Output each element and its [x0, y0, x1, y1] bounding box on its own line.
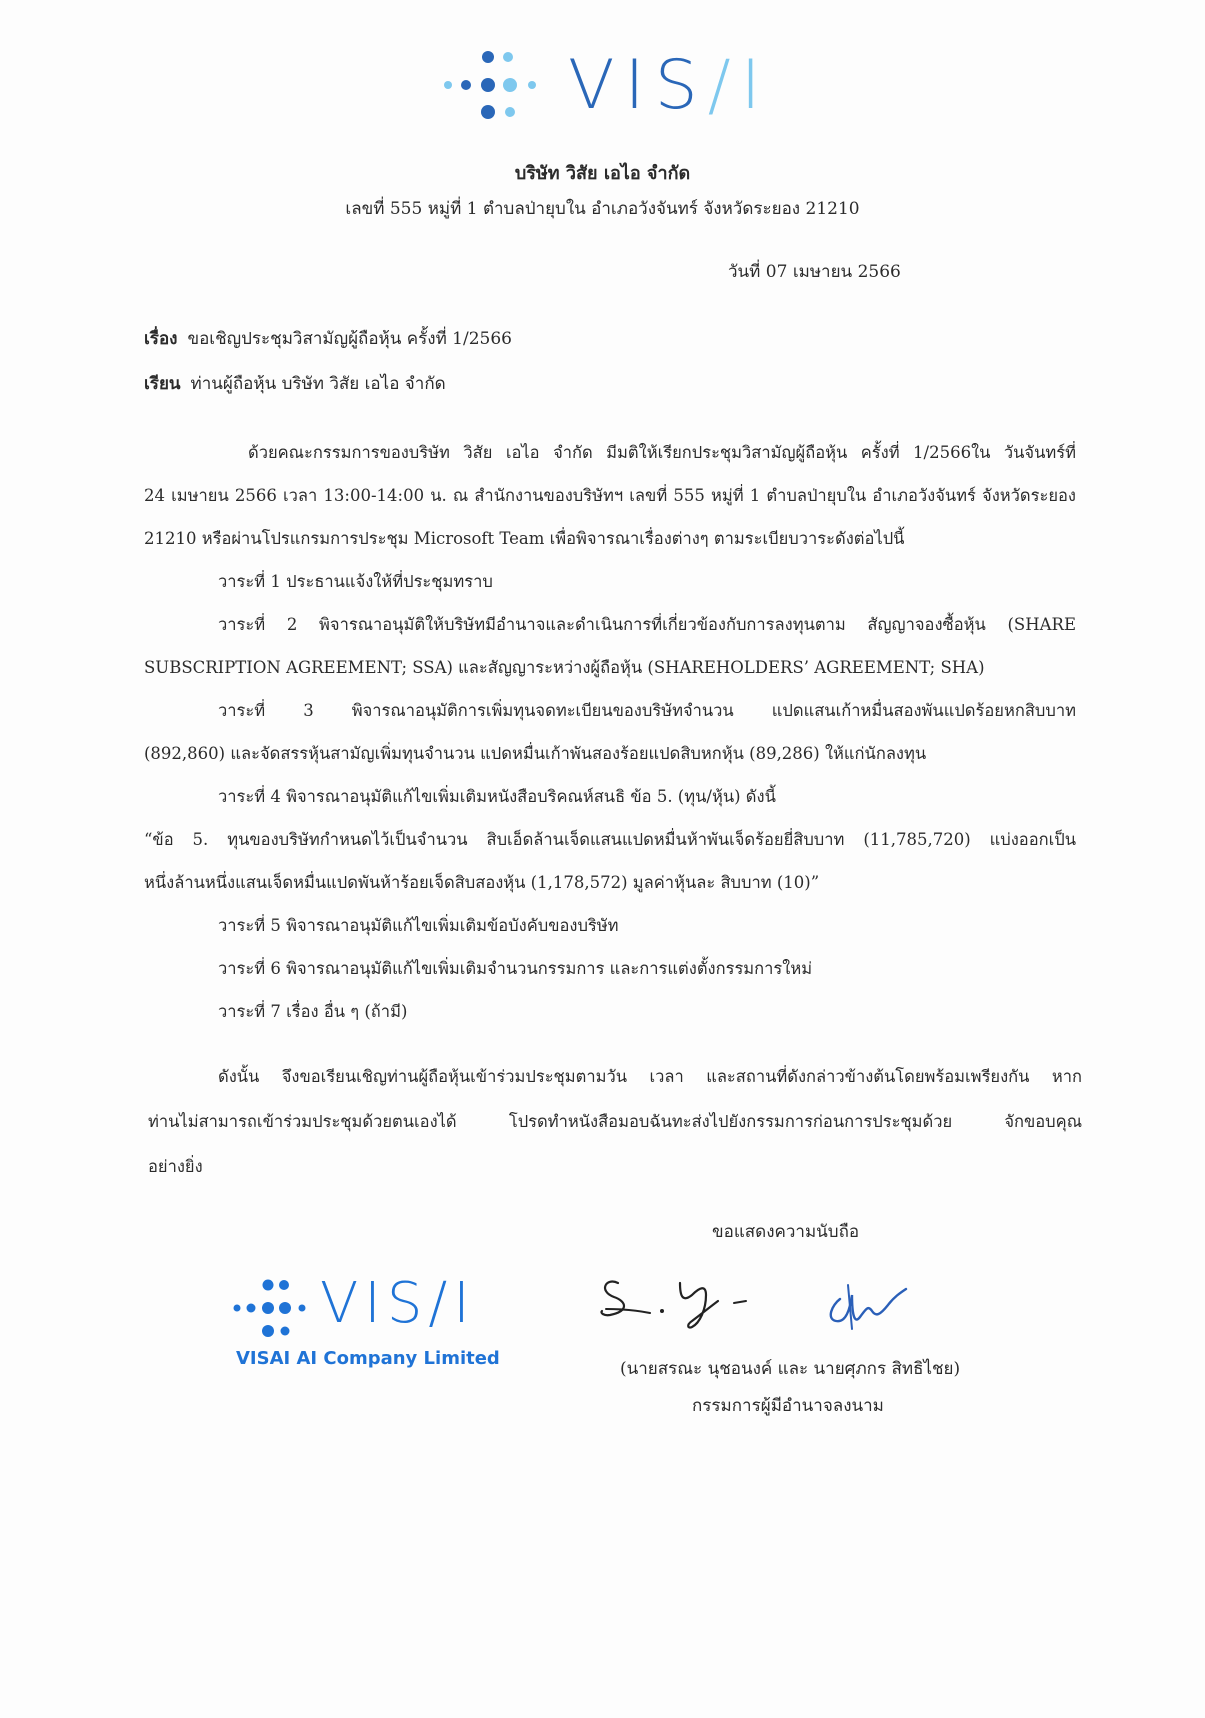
- agenda-item-2-line-2: SUBSCRIPTION AGREEMENT; SSA) และสัญญาระหว่างผู้ถือหุ้น (SHAREHOLDERS’ AGREEMENT; SHA): [144, 658, 985, 677]
- subject-text: ขอเชิญประชุมวิสามัญผู้ถือหุ้น ครั้งที่ 1/2566: [187, 329, 512, 349]
- agenda-item-3-line-2: (892,860) และจัดสรรหุ้นสามัญเพิ่มทุนจำนวน แปดหมื่นเก้าพันสองร้อยแปดสิบหกหุ้น (89,286) ให้แก่นักลงทุน: [144, 744, 927, 763]
- company-logo: [440, 48, 800, 123]
- stamp-wordmark: VIS/I: [320, 1271, 476, 1336]
- agenda-item-1: วาระที่ 1 ประธานแจ้งให้ที่ประชุมทราบ: [218, 572, 493, 591]
- closing-line-1: ดังนั้น จึงขอเรียนเชิญท่านผู้ถือหุ้นเข้าร่วมประชุมตามวัน เวลา และสถานที่ดังกล่าวข้างต้นโดยพร้อมเพรียงกัน หาก: [218, 1067, 1082, 1086]
- subject-line: [144, 325, 512, 352]
- clause-line-2: หนึ่งล้านหนึ่งแสนเจ็ดหมื่นแปดพันห้าร้อยเจ็ดสิบสองหุ้น (1,178,572) มูลค่าหุ้นละ สิบบาท (10)”: [144, 873, 820, 892]
- company-name: บริษัท วิสัย เอไอ จำกัด: [514, 163, 691, 184]
- intro-line-3: 21210 หรือผ่านโปรแกรมการประชุม Microsoft Team เพื่อพิจารณาเรื่องต่างๆ ตามระเบียบวาระดังต่อไปนี้: [144, 529, 905, 548]
- closing-line-3: อย่างยิ่ง: [148, 1157, 203, 1176]
- recipient-line: [144, 370, 446, 397]
- recipient-label: เรียน: [144, 374, 181, 394]
- stamp-subtitle: VISAI AI Company Limited: [236, 1348, 500, 1369]
- agenda-item-3-line-1: วาระที่ 3 พิจารณาอนุมัติการเพิ่มทุนจดทะเบียนของบริษัทจำนวน แปดแสนเก้าหมื่นสองพันแปดร้อยหกสิบบาท: [218, 701, 1076, 720]
- closing-salutation: ขอแสดงความนับถือ: [712, 1222, 860, 1242]
- subject-label: เรื่อง: [144, 329, 178, 349]
- agenda-item-7: วาระที่ 7 เรื่อง อื่น ๆ (ถ้ามี): [218, 1002, 408, 1021]
- company-stamp: [232, 1271, 502, 1378]
- stamp-dots-icon: [232, 1278, 318, 1342]
- intro-line-1: ด้วยคณะกรรมการของบริษัท วิสัย เอไอ จำกัด มีมติให้เรียกประชุมวิสามัญผู้ถือหุ้น ครั้งที่ 1/2566ใน วันจันทร์ที่: [248, 443, 1076, 462]
- recipient-text: ท่านผู้ถือหุ้น บริษัท วิสัย เอไอ จำกัด: [190, 374, 446, 394]
- clause-line-1: “ข้อ 5. ทุนของบริษัทกำหนดไว้เป็นจำนวน สิบเอ็ดล้านเจ็ดแสนแปดหมื่นห้าพันเจ็ดร้อยยี่สิบบาท (11,785,720) แบ่งออกเป็น: [144, 830, 1076, 849]
- signer-names: (นายสรณะ นุชอนงค์ และ นายศุภกร สิทธิไชย): [620, 1359, 961, 1379]
- signatures-icon: [596, 1265, 956, 1345]
- dots-logo-icon: [440, 48, 550, 123]
- company-address: เลขที่ 555 หมู่ที่ 1 ตำบลป่ายุบใน อำเภอวังจันทร์ จังหวัดระยอง 21210: [345, 199, 860, 219]
- logo-wordmark: VIS/I: [568, 46, 771, 125]
- agenda-item-2-line-1: วาระที่ 2 พิจารณาอนุมัติให้บริษัทมีอำนาจและดำเนินการที่เกี่ยวข้องกับการลงทุนตาม สัญญาจองซื้อหุ้น (SHARE: [218, 615, 1076, 634]
- letter-date: วันที่ 07 เมษายน 2566: [728, 262, 901, 282]
- agenda-item-5: วาระที่ 5 พิจารณาอนุมัติแก้ไขเพิ่มเติมข้อบังคับของบริษัท: [218, 916, 619, 935]
- agenda-item-6: วาระที่ 6 พิจารณาอนุมัติแก้ไขเพิ่มเติมจำนวนกรรมการ และการแต่งตั้งกรรมการใหม่: [218, 959, 813, 978]
- closing-line-2: ท่านไม่สามารถเข้าร่วมประชุมด้วยตนเองได้ โปรดทำหนังสือมอบฉันทะส่งไปยังกรรมการก่อนการประชุมด้วย จักขอบคุณ: [148, 1112, 1082, 1131]
- agenda-item-4: วาระที่ 4 พิจารณาอนุมัติแก้ไขเพิ่มเติมหนังสือบริคณห์สนธิ ข้อ 5. (ทุน/หุ้น) ดังนี้: [218, 787, 776, 806]
- signer-title: กรรมการผู้มีอำนาจลงนาม: [692, 1396, 884, 1416]
- intro-line-2: 24 เมษายน 2566 เวลา 13:00-14:00 น. ณ สำนักงานของบริษัทฯ เลขที่ 555 หมู่ที่ 1 ตำบลป่ายุบใน อำเภอวังจันทร์ จังหวัดระยอง: [144, 486, 1076, 505]
